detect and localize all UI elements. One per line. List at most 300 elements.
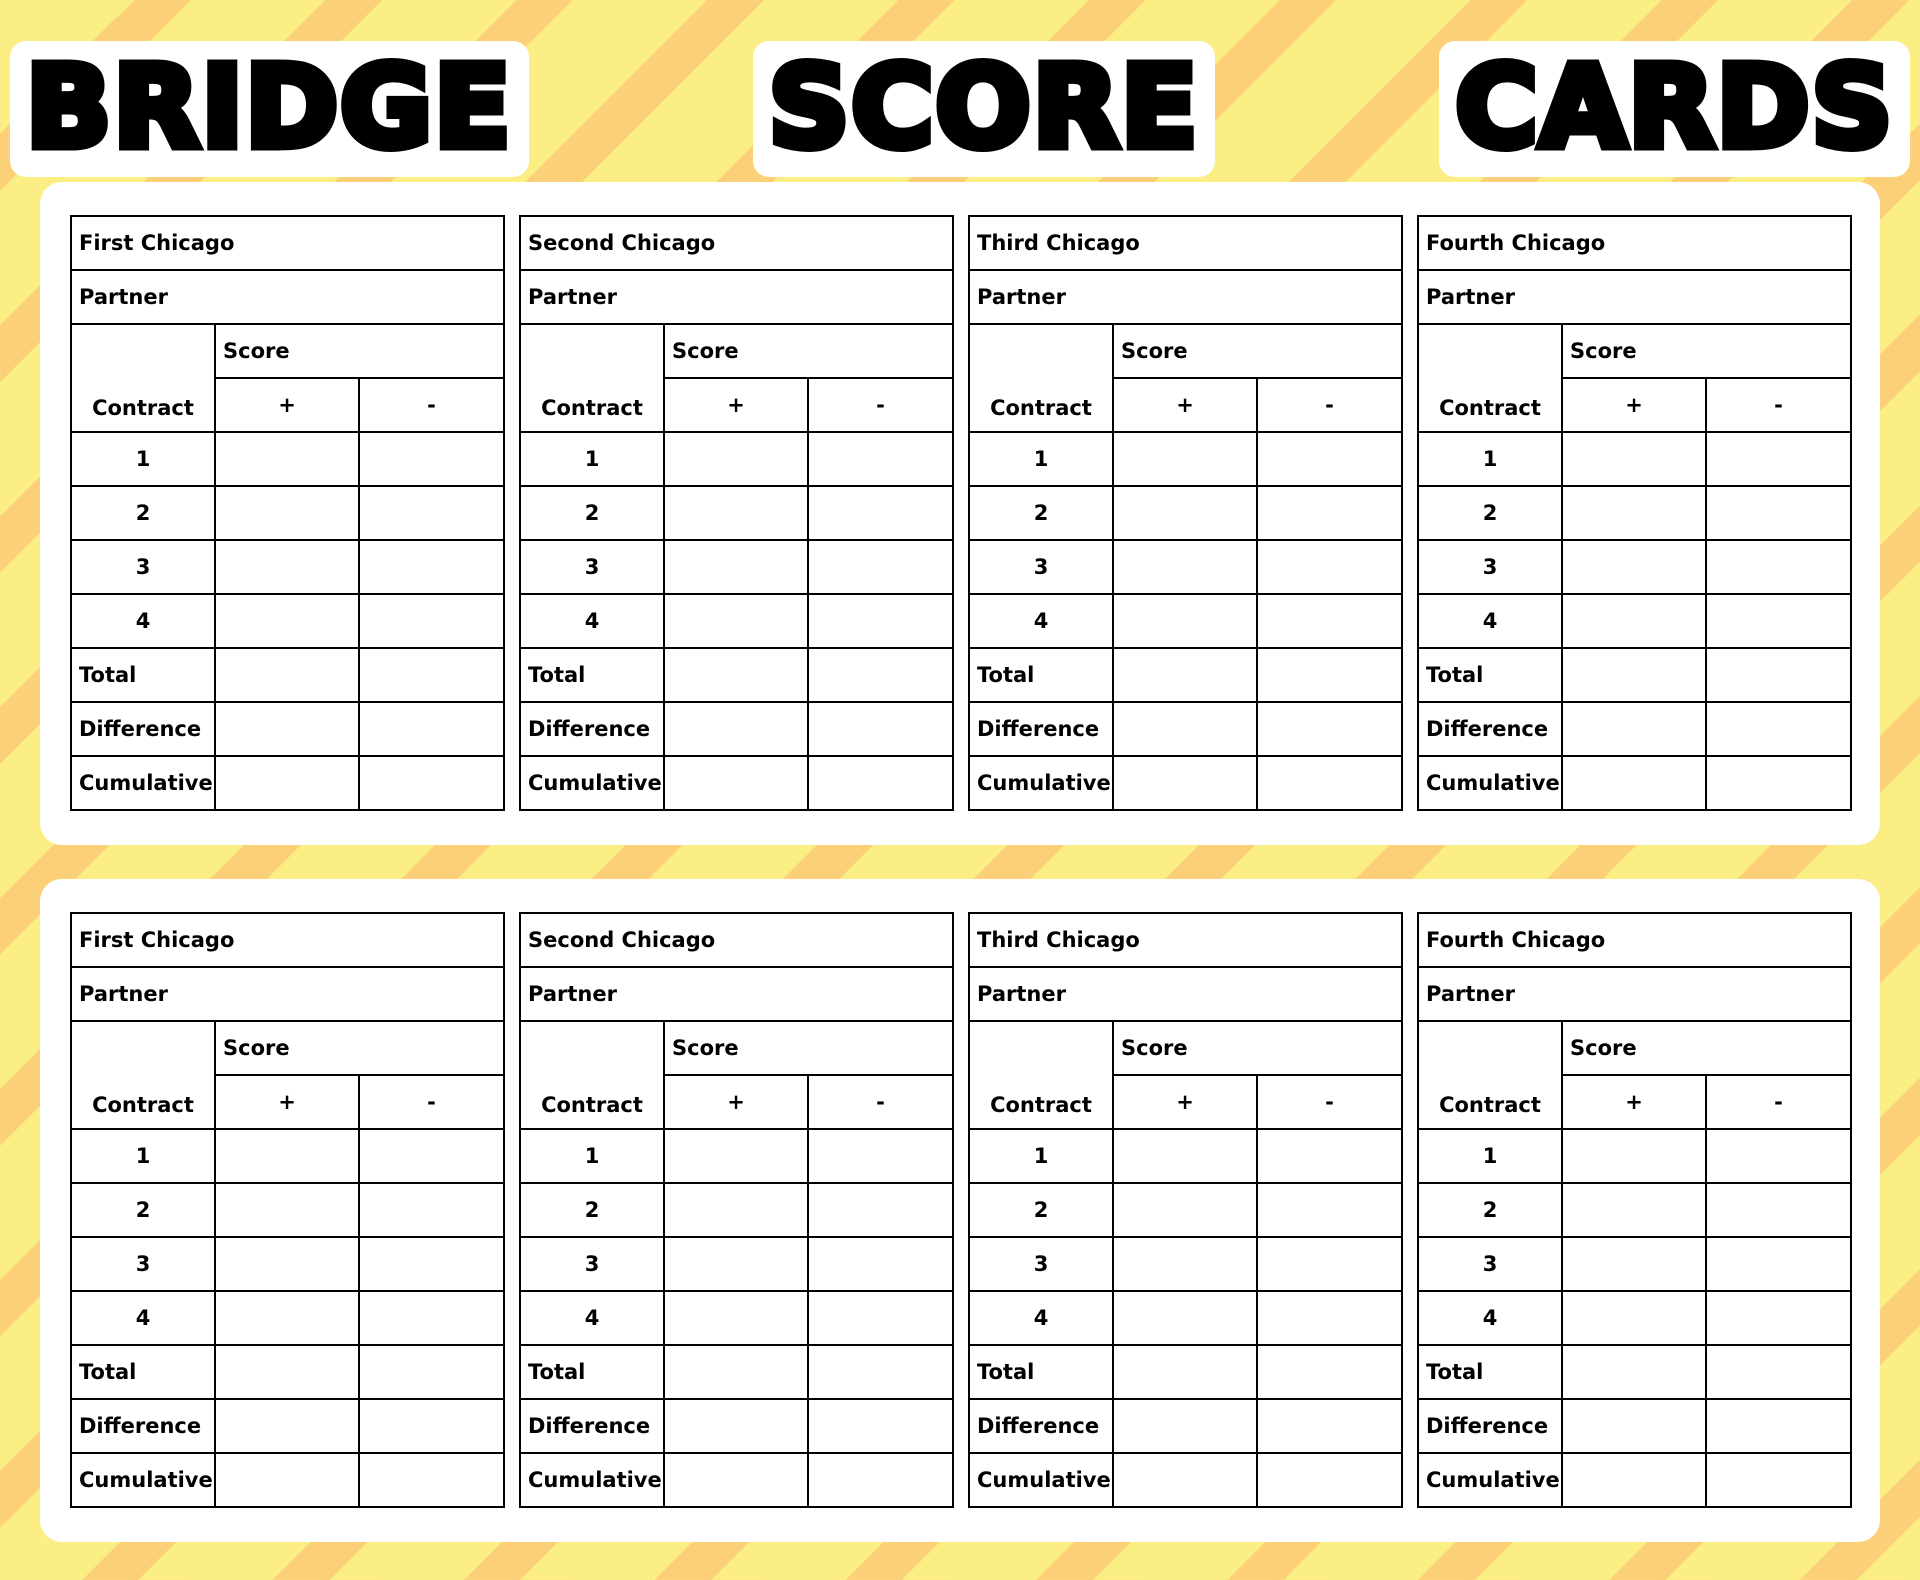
game-title: Second Chicago (528, 928, 716, 952)
plus-score-cell[interactable] (215, 594, 359, 648)
minus-header-cell (1257, 1075, 1402, 1129)
contract-number-cell (969, 594, 1113, 648)
minus-score-cell[interactable] (1706, 540, 1851, 594)
difference-minus-cell[interactable] (1706, 1399, 1851, 1453)
plus-score-cell[interactable] (215, 1237, 359, 1291)
contract-number: 3 (1033, 555, 1049, 579)
score-card (70, 215, 505, 811)
plus-score-cell[interactable] (1562, 1183, 1706, 1237)
contract-number: 3 (1482, 1252, 1498, 1276)
minus-header-cell (808, 1075, 953, 1129)
plus-score-cell[interactable] (664, 1183, 808, 1237)
plus-label: + (727, 393, 745, 417)
total-label: Total (977, 663, 1035, 687)
total-minus-cell[interactable] (1257, 648, 1402, 702)
contract-number: 2 (1033, 501, 1049, 525)
partner-label: Partner (528, 285, 617, 309)
contract-row-2 (969, 486, 1402, 540)
plus-score-cell[interactable] (664, 540, 808, 594)
total-row (969, 648, 1402, 702)
total-label-cell (969, 648, 1113, 702)
plus-score-cell[interactable] (215, 1129, 359, 1183)
contract-number-cell (1418, 1237, 1562, 1291)
cumulative-label-cell (520, 1453, 664, 1507)
contract-row-3 (71, 1237, 504, 1291)
minus-score-cell[interactable] (808, 1183, 953, 1237)
difference-minus-cell[interactable] (1257, 1399, 1402, 1453)
minus-score-cell[interactable] (1706, 594, 1851, 648)
cumulative-minus-cell[interactable] (359, 756, 504, 810)
total-label-cell (71, 1345, 215, 1399)
plus-header-cell (215, 378, 359, 432)
difference-label-cell (969, 702, 1113, 756)
cumulative-minus-cell[interactable] (359, 1453, 504, 1507)
contract-number: 4 (1482, 1306, 1498, 1330)
minus-score-cell[interactable] (808, 486, 953, 540)
plus-score-cell[interactable] (1113, 1291, 1257, 1345)
minus-score-cell[interactable] (1257, 1237, 1402, 1291)
cumulative-plus-cell[interactable] (215, 756, 359, 810)
cumulative-minus-cell[interactable] (808, 1453, 953, 1507)
contract-row-2 (1418, 486, 1851, 540)
minus-label: - (1325, 393, 1334, 417)
contract-number-cell (969, 1291, 1113, 1345)
difference-minus-cell[interactable] (1257, 702, 1402, 756)
minus-score-cell[interactable] (808, 1291, 953, 1345)
cumulative-label-cell (71, 756, 215, 810)
plus-score-cell[interactable] (664, 432, 808, 486)
contract-number: 1 (135, 1144, 151, 1168)
contract-number: 1 (1033, 447, 1049, 471)
score-label: Score (1570, 1036, 1637, 1060)
cumulative-minus-cell[interactable] (1706, 1453, 1851, 1507)
contract-number: 4 (135, 609, 151, 633)
cumulative-label: Cumulative (977, 771, 1111, 795)
plus-score-cell[interactable] (215, 540, 359, 594)
contract-row-2 (71, 486, 504, 540)
total-minus-cell[interactable] (808, 1345, 953, 1399)
plus-score-cell[interactable] (1562, 1291, 1706, 1345)
minus-header-cell (359, 1075, 504, 1129)
total-plus-cell[interactable] (1562, 1345, 1706, 1399)
difference-plus-cell[interactable] (1562, 702, 1706, 756)
contract-number-cell (969, 432, 1113, 486)
total-plus-cell[interactable] (664, 648, 808, 702)
contract-number-cell (520, 1291, 664, 1345)
score-card (1417, 912, 1852, 1508)
cumulative-row (520, 756, 953, 810)
score-card (968, 215, 1403, 811)
plus-label: + (278, 1090, 296, 1114)
contract-row-2 (969, 1183, 1402, 1237)
game-title-cell[interactable] (969, 913, 1402, 967)
total-plus-cell[interactable] (215, 648, 359, 702)
contract-header-cell (1418, 1021, 1562, 1129)
contract-row-4 (71, 1291, 504, 1345)
total-label-cell (71, 648, 215, 702)
total-plus-cell[interactable] (664, 1345, 808, 1399)
cumulative-row (71, 1453, 504, 1507)
contract-row-1 (969, 1129, 1402, 1183)
plus-score-cell[interactable] (1113, 540, 1257, 594)
total-plus-cell[interactable] (1562, 648, 1706, 702)
score-label: Score (1121, 1036, 1188, 1060)
contract-row-4 (520, 1291, 953, 1345)
contract-number: 4 (1033, 1306, 1049, 1330)
game-title: Fourth Chicago (1426, 231, 1606, 255)
total-plus-cell[interactable] (1113, 648, 1257, 702)
score-card (519, 215, 954, 811)
minus-label: - (876, 393, 885, 417)
contract-row-4 (969, 594, 1402, 648)
plus-header-cell (664, 1075, 808, 1129)
total-label-cell (1418, 1345, 1562, 1399)
difference-plus-cell[interactable] (1113, 1399, 1257, 1453)
cumulative-plus-cell[interactable] (1562, 756, 1706, 810)
contract-number-cell (71, 486, 215, 540)
game-title-cell[interactable] (520, 216, 953, 270)
contract-number-cell (520, 486, 664, 540)
partner-label: Partner (79, 982, 168, 1006)
total-minus-cell[interactable] (359, 1345, 504, 1399)
minus-score-cell[interactable] (808, 1129, 953, 1183)
contract-label: Contract (92, 396, 194, 420)
score-label: Score (672, 339, 739, 363)
plus-score-cell[interactable] (1562, 486, 1706, 540)
minus-score-cell[interactable] (359, 1291, 504, 1345)
total-label: Total (79, 1360, 137, 1384)
contract-row-1 (520, 432, 953, 486)
contract-number-cell (969, 1237, 1113, 1291)
minus-score-cell[interactable] (1706, 1237, 1851, 1291)
plus-label: + (1176, 1090, 1194, 1114)
contract-number-cell (520, 540, 664, 594)
contract-label: Contract (541, 396, 643, 420)
difference-plus-cell[interactable] (215, 702, 359, 756)
plus-score-cell[interactable] (215, 1183, 359, 1237)
minus-score-cell[interactable] (359, 594, 504, 648)
total-label: Total (528, 1360, 586, 1384)
difference-row (969, 1399, 1402, 1453)
score-header-cell (215, 1021, 504, 1075)
total-row (969, 1345, 1402, 1399)
score-card-row (70, 912, 1850, 1508)
plus-score-cell[interactable] (664, 1129, 808, 1183)
difference-label-cell (71, 1399, 215, 1453)
total-row (1418, 1345, 1851, 1399)
game-title: Second Chicago (528, 231, 716, 255)
contract-row-1 (71, 432, 504, 486)
total-plus-cell[interactable] (215, 1345, 359, 1399)
partner-cell[interactable] (520, 270, 953, 324)
cumulative-plus-cell[interactable] (1113, 756, 1257, 810)
contract-number-cell (71, 1237, 215, 1291)
plus-score-cell[interactable] (1562, 432, 1706, 486)
contract-number: 3 (584, 555, 600, 579)
difference-minus-cell[interactable] (359, 702, 504, 756)
game-title-cell[interactable] (969, 216, 1402, 270)
plus-score-cell[interactable] (664, 486, 808, 540)
plus-score-cell[interactable] (1113, 486, 1257, 540)
contract-number: 3 (135, 1252, 151, 1276)
cumulative-row (969, 1453, 1402, 1507)
minus-score-cell[interactable] (1257, 1291, 1402, 1345)
plus-score-cell[interactable] (1113, 1237, 1257, 1291)
partner-cell[interactable] (71, 270, 504, 324)
minus-score-cell[interactable] (359, 432, 504, 486)
total-label-cell (520, 1345, 664, 1399)
contract-number: 1 (584, 447, 600, 471)
plus-header-cell (664, 378, 808, 432)
plus-header-cell (1113, 378, 1257, 432)
plus-header-cell (1562, 1075, 1706, 1129)
contract-number-cell (520, 432, 664, 486)
cumulative-minus-cell[interactable] (808, 756, 953, 810)
difference-minus-cell[interactable] (359, 1399, 504, 1453)
game-title-cell[interactable] (71, 913, 504, 967)
contract-number-cell (1418, 1129, 1562, 1183)
minus-score-cell[interactable] (1257, 1129, 1402, 1183)
score-card-row (70, 215, 1850, 811)
cumulative-label: Cumulative (528, 1468, 662, 1492)
contract-number-cell (969, 1129, 1113, 1183)
cumulative-label: Cumulative (1426, 771, 1560, 795)
plus-header-cell (1113, 1075, 1257, 1129)
contract-row-4 (71, 594, 504, 648)
contract-number-cell (520, 594, 664, 648)
minus-label: - (876, 1090, 885, 1114)
minus-score-cell[interactable] (1257, 486, 1402, 540)
minus-header-cell (1706, 1075, 1851, 1129)
difference-minus-cell[interactable] (808, 1399, 953, 1453)
minus-score-cell[interactable] (1706, 432, 1851, 486)
contract-row-4 (1418, 1291, 1851, 1345)
total-label-cell (520, 648, 664, 702)
plus-score-cell[interactable] (664, 1291, 808, 1345)
contract-number: 1 (1482, 447, 1498, 471)
cumulative-minus-cell[interactable] (1257, 1453, 1402, 1507)
contract-number-cell (1418, 432, 1562, 486)
total-minus-cell[interactable] (1706, 648, 1851, 702)
cumulative-row (969, 756, 1402, 810)
difference-plus-cell[interactable] (664, 1399, 808, 1453)
partner-cell[interactable] (1418, 967, 1851, 1021)
contract-number-cell (71, 540, 215, 594)
plus-score-cell[interactable] (1113, 432, 1257, 486)
partner-cell[interactable] (520, 967, 953, 1021)
contract-number-cell (969, 1183, 1113, 1237)
contract-header-cell (520, 1021, 664, 1129)
minus-score-cell[interactable] (359, 486, 504, 540)
total-label: Total (528, 663, 586, 687)
title-word-cards: CARDS (1439, 41, 1910, 177)
contract-row-4 (520, 594, 953, 648)
cumulative-plus-cell[interactable] (664, 756, 808, 810)
contract-number: 2 (135, 1198, 151, 1222)
contract-label: Contract (1439, 1093, 1541, 1117)
contract-row-1 (1418, 432, 1851, 486)
score-label: Score (672, 1036, 739, 1060)
contract-label: Contract (1439, 396, 1541, 420)
contract-label: Contract (990, 396, 1092, 420)
contract-number: 2 (584, 1198, 600, 1222)
contract-row-3 (520, 540, 953, 594)
plus-score-cell[interactable] (1113, 594, 1257, 648)
partner-label: Partner (977, 285, 1066, 309)
contract-row-3 (71, 540, 504, 594)
contract-row-2 (71, 1183, 504, 1237)
contract-number-cell (1418, 540, 1562, 594)
minus-score-cell[interactable] (808, 594, 953, 648)
plus-score-cell[interactable] (215, 432, 359, 486)
contract-number-cell (520, 1237, 664, 1291)
total-minus-cell[interactable] (359, 648, 504, 702)
cumulative-label-cell (1418, 1453, 1562, 1507)
score-card (519, 912, 954, 1508)
contract-number: 4 (584, 609, 600, 633)
plus-label: + (1625, 1090, 1643, 1114)
contract-number: 2 (135, 501, 151, 525)
contract-number: 3 (135, 555, 151, 579)
minus-score-cell[interactable] (1257, 432, 1402, 486)
plus-score-cell[interactable] (215, 486, 359, 540)
game-title-cell[interactable] (1418, 216, 1851, 270)
plus-score-cell[interactable] (664, 1237, 808, 1291)
plus-score-cell[interactable] (1113, 1129, 1257, 1183)
cumulative-label: Cumulative (977, 1468, 1111, 1492)
contract-header-cell (969, 1021, 1113, 1129)
difference-label-cell (1418, 1399, 1562, 1453)
contract-number: 1 (135, 447, 151, 471)
partner-cell[interactable] (71, 967, 504, 1021)
contract-row-3 (969, 1237, 1402, 1291)
contract-number: 4 (1033, 609, 1049, 633)
score-header-cell (1562, 324, 1851, 378)
contract-number: 2 (1482, 501, 1498, 525)
partner-cell[interactable] (969, 967, 1402, 1021)
difference-label: Difference (79, 1414, 202, 1438)
partner-label: Partner (1426, 982, 1515, 1006)
contract-number: 2 (1033, 1198, 1049, 1222)
cumulative-minus-cell[interactable] (1706, 756, 1851, 810)
difference-plus-cell[interactable] (1113, 702, 1257, 756)
cumulative-plus-cell[interactable] (1562, 1453, 1706, 1507)
difference-plus-cell[interactable] (1562, 1399, 1706, 1453)
minus-score-cell[interactable] (1706, 486, 1851, 540)
contract-header-cell (969, 324, 1113, 432)
minus-header-cell (1706, 378, 1851, 432)
minus-score-cell[interactable] (1706, 1183, 1851, 1237)
minus-score-cell[interactable] (808, 432, 953, 486)
minus-score-cell[interactable] (359, 1129, 504, 1183)
difference-minus-cell[interactable] (808, 702, 953, 756)
game-title-cell[interactable] (71, 216, 504, 270)
minus-score-cell[interactable] (1257, 1183, 1402, 1237)
difference-plus-cell[interactable] (664, 702, 808, 756)
minus-score-cell[interactable] (1706, 1129, 1851, 1183)
cumulative-row (1418, 1453, 1851, 1507)
cumulative-minus-cell[interactable] (1257, 756, 1402, 810)
minus-score-cell[interactable] (808, 540, 953, 594)
score-card (1417, 215, 1852, 811)
plus-score-cell[interactable] (1562, 1237, 1706, 1291)
difference-plus-cell[interactable] (215, 1399, 359, 1453)
score-label: Score (223, 339, 290, 363)
total-label: Total (79, 663, 137, 687)
difference-minus-cell[interactable] (1706, 702, 1851, 756)
cumulative-plus-cell[interactable] (664, 1453, 808, 1507)
contract-header-cell (520, 324, 664, 432)
minus-score-cell[interactable] (359, 1237, 504, 1291)
score-card (968, 912, 1403, 1508)
contract-row-3 (520, 1237, 953, 1291)
minus-score-cell[interactable] (1257, 540, 1402, 594)
score-label: Score (1570, 339, 1637, 363)
minus-score-cell[interactable] (1706, 1291, 1851, 1345)
plus-score-cell[interactable] (1562, 1129, 1706, 1183)
cumulative-label-cell (71, 1453, 215, 1507)
score-card-panel-1 (40, 182, 1880, 845)
score-card-panel-2 (40, 879, 1880, 1542)
minus-score-cell[interactable] (359, 1183, 504, 1237)
contract-number-cell (1418, 1291, 1562, 1345)
cumulative-plus-cell[interactable] (1113, 1453, 1257, 1507)
difference-label-cell (520, 702, 664, 756)
partner-cell[interactable] (1418, 270, 1851, 324)
total-row (71, 648, 504, 702)
total-minus-cell[interactable] (1706, 1345, 1851, 1399)
contract-row-4 (969, 1291, 1402, 1345)
contract-number-cell (969, 486, 1113, 540)
plus-score-cell[interactable] (1562, 594, 1706, 648)
contract-number-cell (71, 432, 215, 486)
plus-label: + (727, 1090, 745, 1114)
contract-header-cell (71, 1021, 215, 1129)
contract-row-2 (520, 486, 953, 540)
total-row (520, 648, 953, 702)
cumulative-plus-cell[interactable] (215, 1453, 359, 1507)
total-minus-cell[interactable] (808, 648, 953, 702)
minus-score-cell[interactable] (1257, 594, 1402, 648)
partner-cell[interactable] (969, 270, 1402, 324)
total-minus-cell[interactable] (1257, 1345, 1402, 1399)
total-plus-cell[interactable] (1113, 1345, 1257, 1399)
contract-number-cell (71, 1291, 215, 1345)
minus-score-cell[interactable] (808, 1237, 953, 1291)
difference-label: Difference (528, 1414, 651, 1438)
game-title: Third Chicago (977, 231, 1140, 255)
game-title-cell[interactable] (520, 913, 953, 967)
minus-header-cell (359, 378, 504, 432)
difference-row (969, 702, 1402, 756)
plus-score-cell[interactable] (1113, 1183, 1257, 1237)
plus-score-cell[interactable] (664, 594, 808, 648)
plus-score-cell[interactable] (1562, 540, 1706, 594)
minus-label: - (427, 393, 436, 417)
contract-label: Contract (990, 1093, 1092, 1117)
difference-label-cell (520, 1399, 664, 1453)
difference-label-cell (969, 1399, 1113, 1453)
difference-row (1418, 702, 1851, 756)
contract-number: 4 (584, 1306, 600, 1330)
game-title: Third Chicago (977, 928, 1140, 952)
minus-score-cell[interactable] (359, 540, 504, 594)
difference-label: Difference (977, 717, 1100, 741)
total-row (520, 1345, 953, 1399)
contract-row-2 (1418, 1183, 1851, 1237)
plus-score-cell[interactable] (215, 1291, 359, 1345)
game-title-cell[interactable] (1418, 913, 1851, 967)
